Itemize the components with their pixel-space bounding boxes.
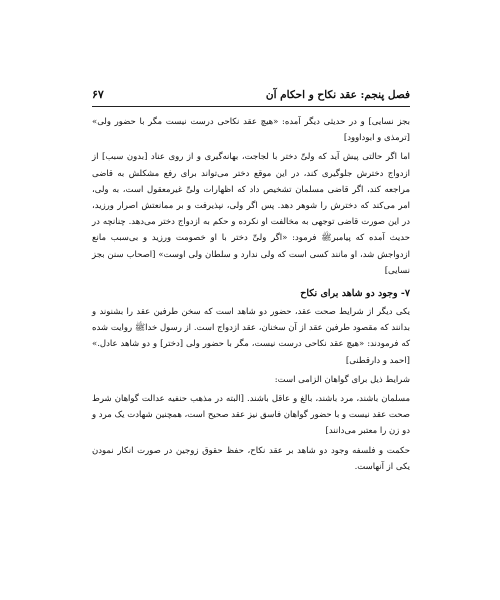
paragraph-witness-requirements: شرایط ذیل برای گواهان الزامی است: (274, 374, 410, 385)
paragraph-witness-condition: یکی دیگر از شرایط صحت عقد، حضور دو شاهد است که سخن طرفین عقد را بشنوند و بدانند که مقصود طرفین عقد از آن سخنان، عقد ازدواج است. از رسول خداﷺ روایت شده که فرمودند: «هیچ عقد نکاحی درست نیست، مگر با حضور ولی [دختر] و دو شاهد عادل.» [احمد و دارقطنی] (92, 307, 410, 366)
page-body (92, 114, 410, 478)
header-divider (92, 106, 410, 107)
running-header (92, 87, 410, 105)
chapter-title: فصل پنجم: عقد نکاح و احکام آن (265, 89, 410, 101)
page-number: ۶۷ (92, 88, 104, 101)
paragraph-witness-qualities: مسلمان باشند، مرد باشند، بالغ و عاقل باشند. [البته در مذهب حنفیه عدالت گواهان شرط صحت عقد نیست و با حضور گواهان فاسق نیز عقد صحیح است، همچنین شهادت یک مرد و دو زن را معتبر می‌دانند] (92, 394, 410, 437)
paragraph-witness-wisdom: حکمت و فلسفه وجود دو شاهد بر عقد نکاح، حفظ حقوق زوجین در صورت انکار نمودن یکی از آنهاست. (92, 445, 410, 472)
section-heading: ۷- وجود دو شاهد برای نکاح (300, 288, 410, 300)
paragraph-guardian-refusal: اما اگر حالتی پیش آید که ولیِّ دختر با لجاجت، بهانه‌گیری و از روی عناد [بدون سبب] از ازدواج دخترش جلوگیری کند، در این موقع دختر می‌تواند برای رفع مشکلش به قاضی مراجعه کند، اگر قاضی مسلمان تشخیص داد که اظهارات ولیِّ غیرمعقول است، به ولی، امر می‌کند که دخترش را شوهر دهد. پس اگر ولی، نپذیرفت و بر ممانعتش اصرار ورزید، در این صورت قاضی توجهی به مخالفت او نکرده و حکم به ازدواج دختر می‌دهد. چنانچه در حدیث آمده که پیامبرﷺ فرمود: «اگر ولیِّ دختر با او خصومت ورزید و بی‌سبب مانع ازدواجش شد، او مانند کسی است که ولی ندارد و سلطان ولی اوست» [اصحاب سنن بجز نسایی] (92, 152, 410, 276)
paragraph-continuation: بجز نسایی] و در حدیثی دیگر آمده: «هیچ عقد نکاحی درست نیست مگر با حضور ولی» [ترمذی و ابوداوود] (92, 117, 410, 144)
